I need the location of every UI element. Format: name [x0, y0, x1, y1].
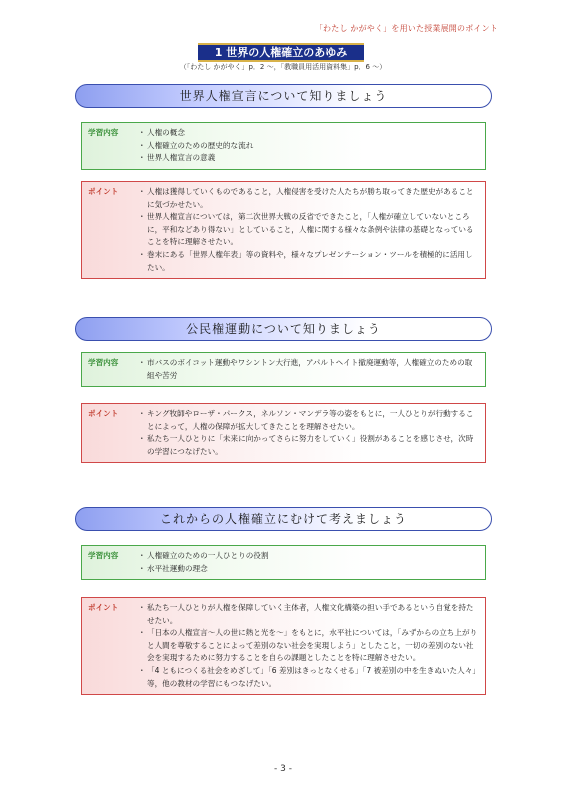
list-item: ・ 水平社運動の理念	[138, 563, 208, 573]
learning-box-2	[81, 352, 486, 387]
page-subtitle: （「わたし かがやく」p．2 〜，「教職員用活用資料集」p．6 〜）	[179, 63, 387, 71]
section-heading-2: 公民権運動について知りましょう	[75, 317, 492, 341]
point-box-3	[81, 597, 486, 695]
page-number: - 3 -	[274, 764, 292, 774]
list-item: ・ 「4 ともにつくる社会をめざして」「6 差別はきっとなくせる」「7 被差別の中を生きぬいた人々」等，他の教材の学習にもつなげたい。	[138, 665, 477, 688]
header-note: 「わたし かがやく」を用いた授業展開のポイント	[314, 24, 498, 33]
list-item: ・ 私たち一人ひとりに「未来に向かってさらに努力をしていく」役割があることを感じさせ，次時の学習につなげたい。	[138, 434, 474, 456]
list-item: ・ 私たち一人ひとりが人権を保障していく主体者，人権文化構築の担い手であるという自覚を持たせたい。	[138, 603, 474, 625]
learning-box-1	[81, 122, 486, 170]
list-item: ・ 巻末にある「世界人権年表」等の資料や，様々なプレゼンテーション・ツールを積極的に活用したい。	[138, 249, 473, 272]
point-box-2	[81, 403, 486, 463]
point-label: ポイント	[88, 409, 119, 418]
list-item: ・ 人権確立のための歴史的な流れ	[138, 140, 254, 150]
section-heading-1: 世界人権宣言について知りましょう	[75, 84, 492, 108]
point-label: ポイント	[88, 187, 119, 196]
list-item: ・ 「日本の人権宣言〜人の世に熱と光を〜」をもとに，水平社については，「みずからの立ち上がりと人間を尊敬することによって差別のない社会を実現しよう」としたこと，一切の差別のない社会を実現するために努力することを自らの課題としたことを特に理解させたい。	[138, 628, 478, 663]
learning-label: 学習内容	[88, 128, 119, 137]
page-title: 1 世界の人権確立のあゆみ	[198, 43, 364, 62]
point-label: ポイント	[88, 603, 119, 612]
list-item: ・ 人権確立のための一人ひとりの役割	[138, 551, 269, 560]
learning-label: 学習内容	[88, 358, 119, 367]
list-item: ・ 市バスのボイコット運動やワシントン大行進，アパルトヘイト撤廃運動等，人権確立のための取組や苦労	[138, 358, 473, 380]
learning-label: 学習内容	[88, 551, 119, 560]
list-item: ・ 人権の概念	[138, 128, 185, 137]
list-item: ・ 世界人権宣言の意義	[138, 153, 216, 163]
section-heading-3: これからの人権確立にむけて考えましょう	[75, 507, 492, 531]
list-item: ・ 世界人権宣言については，第二次世界大戦の反省でできたこと，「人権が確立していないところに，平和などあり得ない」としていること，人権に関する様々な条例や法律の基礎となっていることを特に理解させたい。	[138, 212, 474, 247]
list-item: ・ キング牧師やローザ・パークス，ネルソン・マンデラ等の姿をもとに，一人ひとりが行動することによって，人権の保障が拡大してきたことを理解させたい。	[138, 409, 474, 431]
point-box-1	[81, 181, 486, 279]
list-item: ・ 人権は獲得していくものであること，人権侵害を受けた人たちが勝ち取ってきた歴史があることに気づかせたい。	[138, 187, 474, 209]
learning-box-3	[81, 545, 486, 580]
